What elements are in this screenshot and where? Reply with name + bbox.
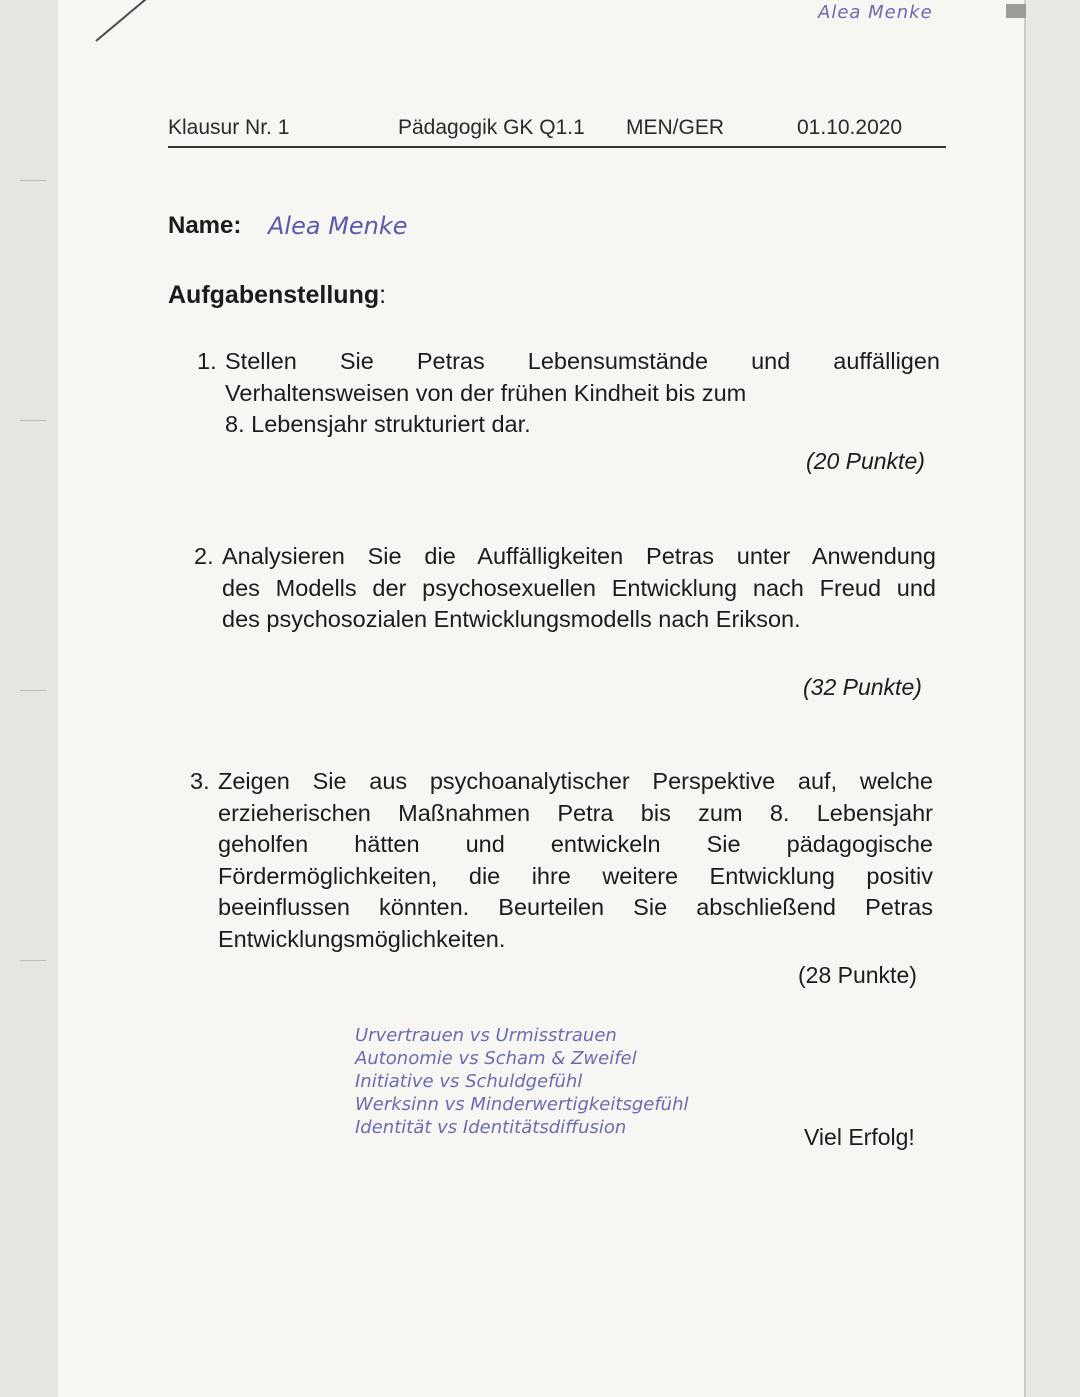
task-line: des Modells der psychosexuellen Entwicklung nach Freud und [222, 574, 936, 601]
header-rule [168, 146, 946, 148]
task-line: Zeigen Sie aus psychoanalytischer Perspektive auf, welche [218, 768, 933, 794]
tasks-heading: Aufgabenstellung: [168, 281, 387, 309]
note-line: Identität vs Identitätsdiffusion [355, 1117, 627, 1138]
task-line: geholfen hätten und entwickeln Sie pädagogische [218, 831, 933, 857]
owner-handwriting: Alea Menke [818, 2, 933, 23]
task-line: beeinflussen könnten. Beurteilen Sie abschließend Petras [218, 894, 933, 920]
task-line: Entwicklungsmöglichkeiten. [218, 925, 506, 952]
task-1-points: (20 Punkte) [806, 448, 925, 474]
margin-tick [20, 180, 46, 181]
task-line: 8. Lebensjahr strukturiert dar. [225, 411, 531, 437]
corner-mark [1006, 4, 1026, 18]
name-value: Alea Menke [268, 212, 408, 240]
task-line: Fördermöglichkeiten, die ihre weitere Entwicklung positiv [218, 862, 933, 889]
note-line: Initiative vs Schuldgefühl [355, 1071, 583, 1092]
task-2-points: (32 Punkte) [803, 674, 922, 700]
farewell: Viel Erfolg! [804, 1124, 915, 1150]
task-line: Analysieren Sie die Auffälligkeiten Petras unter Anwendung [222, 543, 936, 569]
margin-tick [20, 420, 46, 421]
note-line: Werksinn vs Minderwertigkeitsgefühl [355, 1094, 689, 1115]
task-line: erzieherischen Maßnahmen Petra bis zum 8. Lebensjahr [218, 799, 933, 826]
exam-number: Klausur Nr. 1 [168, 116, 290, 139]
task-number: 3. [190, 768, 210, 794]
tasks-heading-text: Aufgabenstellung [168, 281, 380, 309]
task-1 [197, 346, 940, 441]
scan-left-margin [0, 0, 59, 1397]
teachers: MEN/GER [626, 116, 725, 139]
task-line: des psychosozialen Entwicklungsmodells nach Erikson. [222, 606, 801, 632]
subject: Pädagogik GK Q1.1 [398, 116, 585, 139]
task-number: 2. [194, 543, 214, 569]
margin-tick [20, 960, 46, 961]
task-line: Stellen Sie Petras Lebensumstände und auffälligen [225, 348, 940, 374]
note-line: Autonomie vs Scham & Zweifel [355, 1048, 637, 1069]
scan-right-margin [1024, 0, 1080, 1397]
task-line: Verhaltensweisen von der frühen Kindheit bis zum [225, 379, 747, 406]
task-2 [194, 541, 936, 636]
name-label: Name: [168, 212, 242, 239]
task-number: 1. [197, 348, 217, 374]
note-line: Urvertrauen vs Urmisstrauen [355, 1025, 617, 1046]
handwritten-notes [355, 1024, 688, 1139]
task-3-points: (28 Punkte) [798, 962, 917, 988]
task-3 [190, 766, 933, 955]
exam-date: 01.10.2020 [797, 116, 903, 139]
margin-tick [20, 690, 46, 691]
